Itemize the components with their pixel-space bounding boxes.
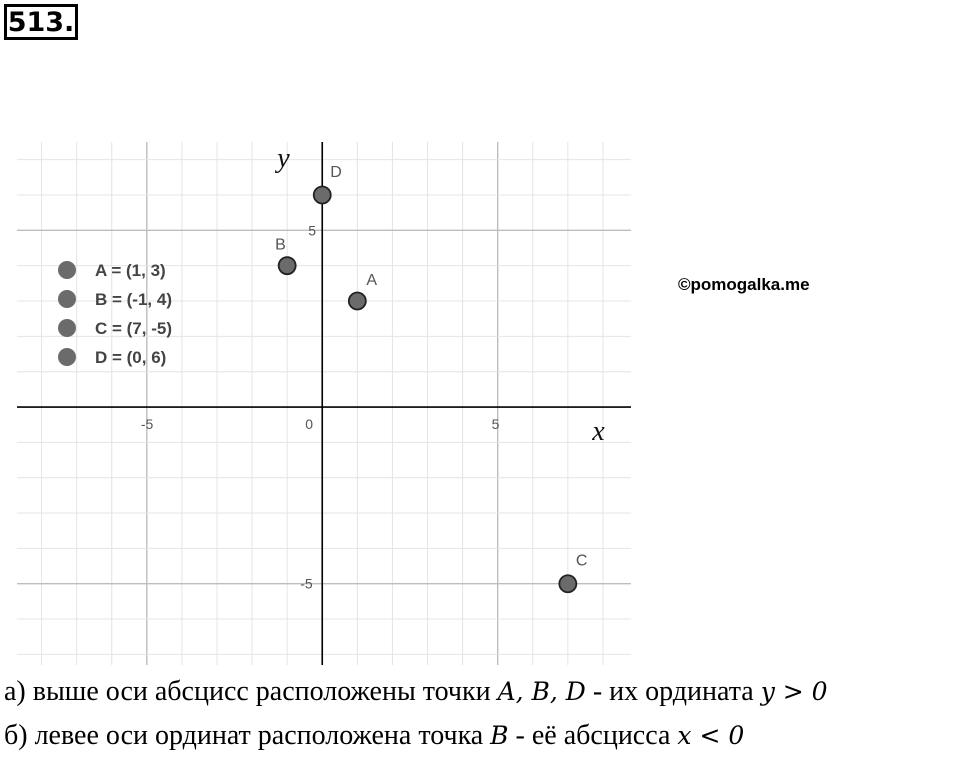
answer-b-text: б) левее оси ординат расположена точка [4, 720, 491, 751]
legend-entry: D = (0, 6) [95, 348, 167, 367]
legend-entry: C = (7, -5) [95, 319, 172, 338]
answer-a-text: а) выше оси абсцисс расположены точки [4, 676, 498, 707]
coordinate-plane [0, 135, 660, 670]
answer-b [4, 720, 744, 752]
y-tick-label: 5 [308, 222, 317, 239]
legend-entry: A = (1, 3) [95, 261, 166, 280]
answer-a-middle: - их ордината [585, 676, 761, 707]
point-d [314, 187, 331, 204]
problem-number: 513. [4, 4, 78, 40]
answer-a-points: A, B, D [497, 677, 586, 706]
point-label-d: D [330, 164, 342, 182]
answer-b-middle: - её абсцисса [508, 720, 678, 751]
legend-marker [58, 348, 76, 366]
x-tick-label: -5 [140, 416, 154, 433]
legend-marker [58, 319, 76, 337]
point-label-a: A [366, 272, 378, 290]
point-label-c: C [575, 552, 588, 570]
answer-b-condition: x < 0 [677, 721, 745, 750]
y-tick-label: -5 [300, 575, 313, 592]
y-axis-label: y [277, 143, 290, 174]
legend-marker [58, 261, 76, 279]
answer-a [4, 676, 828, 708]
answer-a-condition: y > 0 [760, 677, 828, 706]
x-tick-label: 5 [491, 416, 500, 433]
grid [17, 142, 631, 665]
x-tick-label: 0 [305, 416, 314, 433]
point-c [559, 575, 576, 592]
x-axis-label: x [592, 416, 605, 448]
answer-b-point: B [490, 721, 509, 750]
legend-entry: B = (-1, 4) [95, 290, 172, 309]
point-a [349, 293, 366, 310]
axes [17, 142, 631, 665]
legend [58, 261, 172, 367]
watermark: ©pomogalka.me [678, 275, 810, 294]
legend-marker [58, 290, 76, 308]
point-label-b: B [275, 236, 286, 254]
point-b [279, 257, 296, 274]
